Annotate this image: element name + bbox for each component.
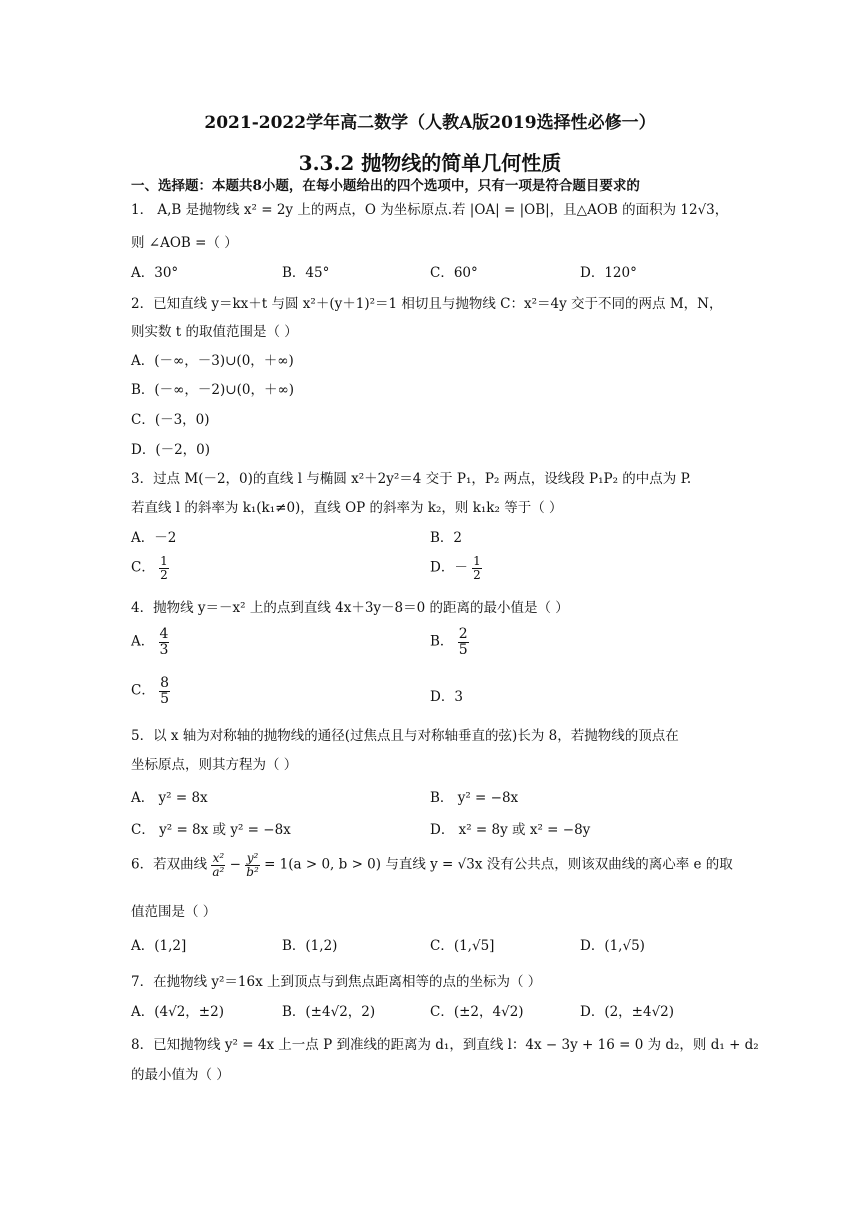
numerator: 1 bbox=[473, 554, 481, 568]
question-7-option-a: A．(4√2，±2) bbox=[131, 1004, 224, 1020]
section-heading: 一、选择题：本题共8小题，在每小题给出的四个选项中，只有一项是符合题目要求的 bbox=[131, 178, 640, 194]
question-5-line-1: 5．以 x 轴为对称轴的抛物线的通径(过焦点且与对称轴垂直的弦)长为 8，若抛物线的顶点在 bbox=[131, 728, 679, 744]
question-3-option-a: A．－2 bbox=[131, 530, 177, 546]
fraction-x-over-a bbox=[211, 852, 225, 878]
question-3-option-b: B．2 bbox=[430, 530, 463, 546]
question-2-line-2: 则实数 t 的取值范围是（ ） bbox=[131, 324, 298, 340]
minus-sign: − bbox=[229, 856, 241, 873]
question-7-option-c: C．(±2，4√2) bbox=[430, 1004, 524, 1020]
question-6-option-a: A．(1,2] bbox=[131, 938, 187, 954]
question-1-option-b: B．45° bbox=[282, 265, 330, 281]
option-label: A． bbox=[131, 633, 155, 650]
question-6-lead: 6．若双曲线 bbox=[131, 856, 208, 873]
question-6-tail: = 1(a > 0, b > 0) 与直线 y = √3x 没有公共点，则该双曲线的离心率 e 的取 bbox=[264, 856, 733, 873]
fraction-y-over-b bbox=[245, 852, 260, 878]
question-5-option-b: B． y² = −8x bbox=[430, 790, 519, 806]
question-7-line-1: 7．在抛物线 y²＝16x 上到顶点与到焦点距离相等的点的坐标为（ ） bbox=[131, 974, 542, 990]
question-2-option-a: A．(－∞，－3)∪(0，＋∞) bbox=[131, 353, 294, 369]
question-3-option-d bbox=[430, 555, 482, 581]
question-2-line-1: 2．已知直线 y＝kx＋t 与圆 x²＋(y＋1)²＝1 相切且与抛物线 C：x²＝4y 交于不同的两点 M，N， bbox=[131, 296, 723, 312]
question-3-line-1: 3．过点 M(－2，0)的直线 l 与椭圆 x²＋2y²＝4 交于 P₁，P₂ 两点，设线段 P₁P₂ 的中点为 P. bbox=[131, 471, 692, 487]
fraction bbox=[159, 627, 170, 657]
question-6-line-1 bbox=[131, 852, 733, 878]
question-4-option-a bbox=[131, 627, 169, 657]
question-2-option-b: B．(－∞，－2)∪(0，＋∞) bbox=[131, 382, 294, 398]
question-4-option-d: D．3 bbox=[430, 689, 463, 705]
numerator: 1 bbox=[160, 554, 168, 568]
question-5-line-2: 坐标原点，则其方程为（ ） bbox=[131, 757, 298, 773]
option-label: C． bbox=[131, 559, 155, 576]
fraction bbox=[159, 555, 169, 581]
option-label: B． bbox=[430, 633, 454, 650]
denominator: 5 bbox=[160, 690, 170, 707]
section-title: 3.3.2 抛物线的简单几何性质 bbox=[298, 151, 562, 175]
denominator: a² bbox=[212, 864, 225, 879]
document-title: 2021-2022学年高二数学（人教A版2019选择性必修一） bbox=[204, 113, 656, 133]
question-1-option-a: A．30° bbox=[131, 265, 179, 281]
question-5-option-c: C． y² = 8x 或 y² = −8x bbox=[131, 822, 291, 838]
numerator: y² bbox=[246, 851, 259, 865]
question-8-line-1: 8．已知抛物线 y² = 4x 上一点 P 到准线的距离为 d₁，到直线 l：4x − 3y + 16 = 0 为 d₂，则 d₁ + d₂ bbox=[131, 1037, 759, 1053]
question-8-line-2: 的最小值为（ ） bbox=[131, 1067, 230, 1083]
question-5-option-d: D． x² = 8y 或 x² = −8y bbox=[430, 822, 591, 838]
question-3-line-2: 若直线 l 的斜率为 k₁(k₁≠0)，直线 OP 的斜率为 k₂，则 k₁k₂ 等于（ ） bbox=[131, 500, 563, 516]
question-1-option-d: D．120° bbox=[580, 265, 637, 281]
question-2-option-d: D．(－2，0) bbox=[131, 442, 211, 458]
numerator: 2 bbox=[458, 626, 468, 642]
question-6-option-d: D．(1,√5) bbox=[580, 938, 645, 954]
denominator: 5 bbox=[458, 641, 468, 658]
denominator: 2 bbox=[160, 567, 168, 582]
denominator: b² bbox=[246, 864, 259, 879]
question-7-option-b: B．(±4√2，2) bbox=[282, 1004, 376, 1020]
numerator: 4 bbox=[159, 626, 169, 642]
question-4-option-c bbox=[131, 676, 170, 706]
numerator: x² bbox=[212, 851, 225, 865]
question-2-option-c: C．(－3，0) bbox=[131, 412, 210, 428]
question-7-option-d: D．(2，±4√2) bbox=[580, 1004, 675, 1020]
fraction bbox=[159, 676, 170, 706]
question-4-option-b bbox=[430, 627, 469, 657]
option-label: D．－ bbox=[430, 559, 468, 576]
fraction bbox=[458, 627, 469, 657]
question-3-option-c bbox=[131, 555, 169, 581]
question-1-line-2: 则 ∠AOB =（ ） bbox=[131, 235, 238, 251]
question-6-line-2: 值范围是（ ） bbox=[131, 904, 217, 920]
question-1-line-1: 1． A,B 是抛物线 x² = 2y 上的两点，O 为坐标原点.若 |OA| = |OB|，且△AOB 的面积为 12√3， bbox=[131, 202, 729, 218]
numerator: 8 bbox=[160, 675, 170, 691]
fraction bbox=[472, 555, 482, 581]
question-4-line-1: 4．抛物线 y＝－x² 上的点到直线 4x＋3y－8＝0 的距离的最小值是（ ） bbox=[131, 600, 569, 616]
option-label: C． bbox=[131, 682, 155, 699]
denominator: 2 bbox=[473, 567, 481, 582]
question-6-option-b: B．(1,2) bbox=[282, 938, 338, 954]
question-6-option-c: C．(1,√5] bbox=[430, 938, 495, 954]
question-1-option-c: C．60° bbox=[430, 265, 478, 281]
denominator: 3 bbox=[159, 641, 169, 658]
question-5-option-a: A． y² = 8x bbox=[131, 790, 208, 806]
